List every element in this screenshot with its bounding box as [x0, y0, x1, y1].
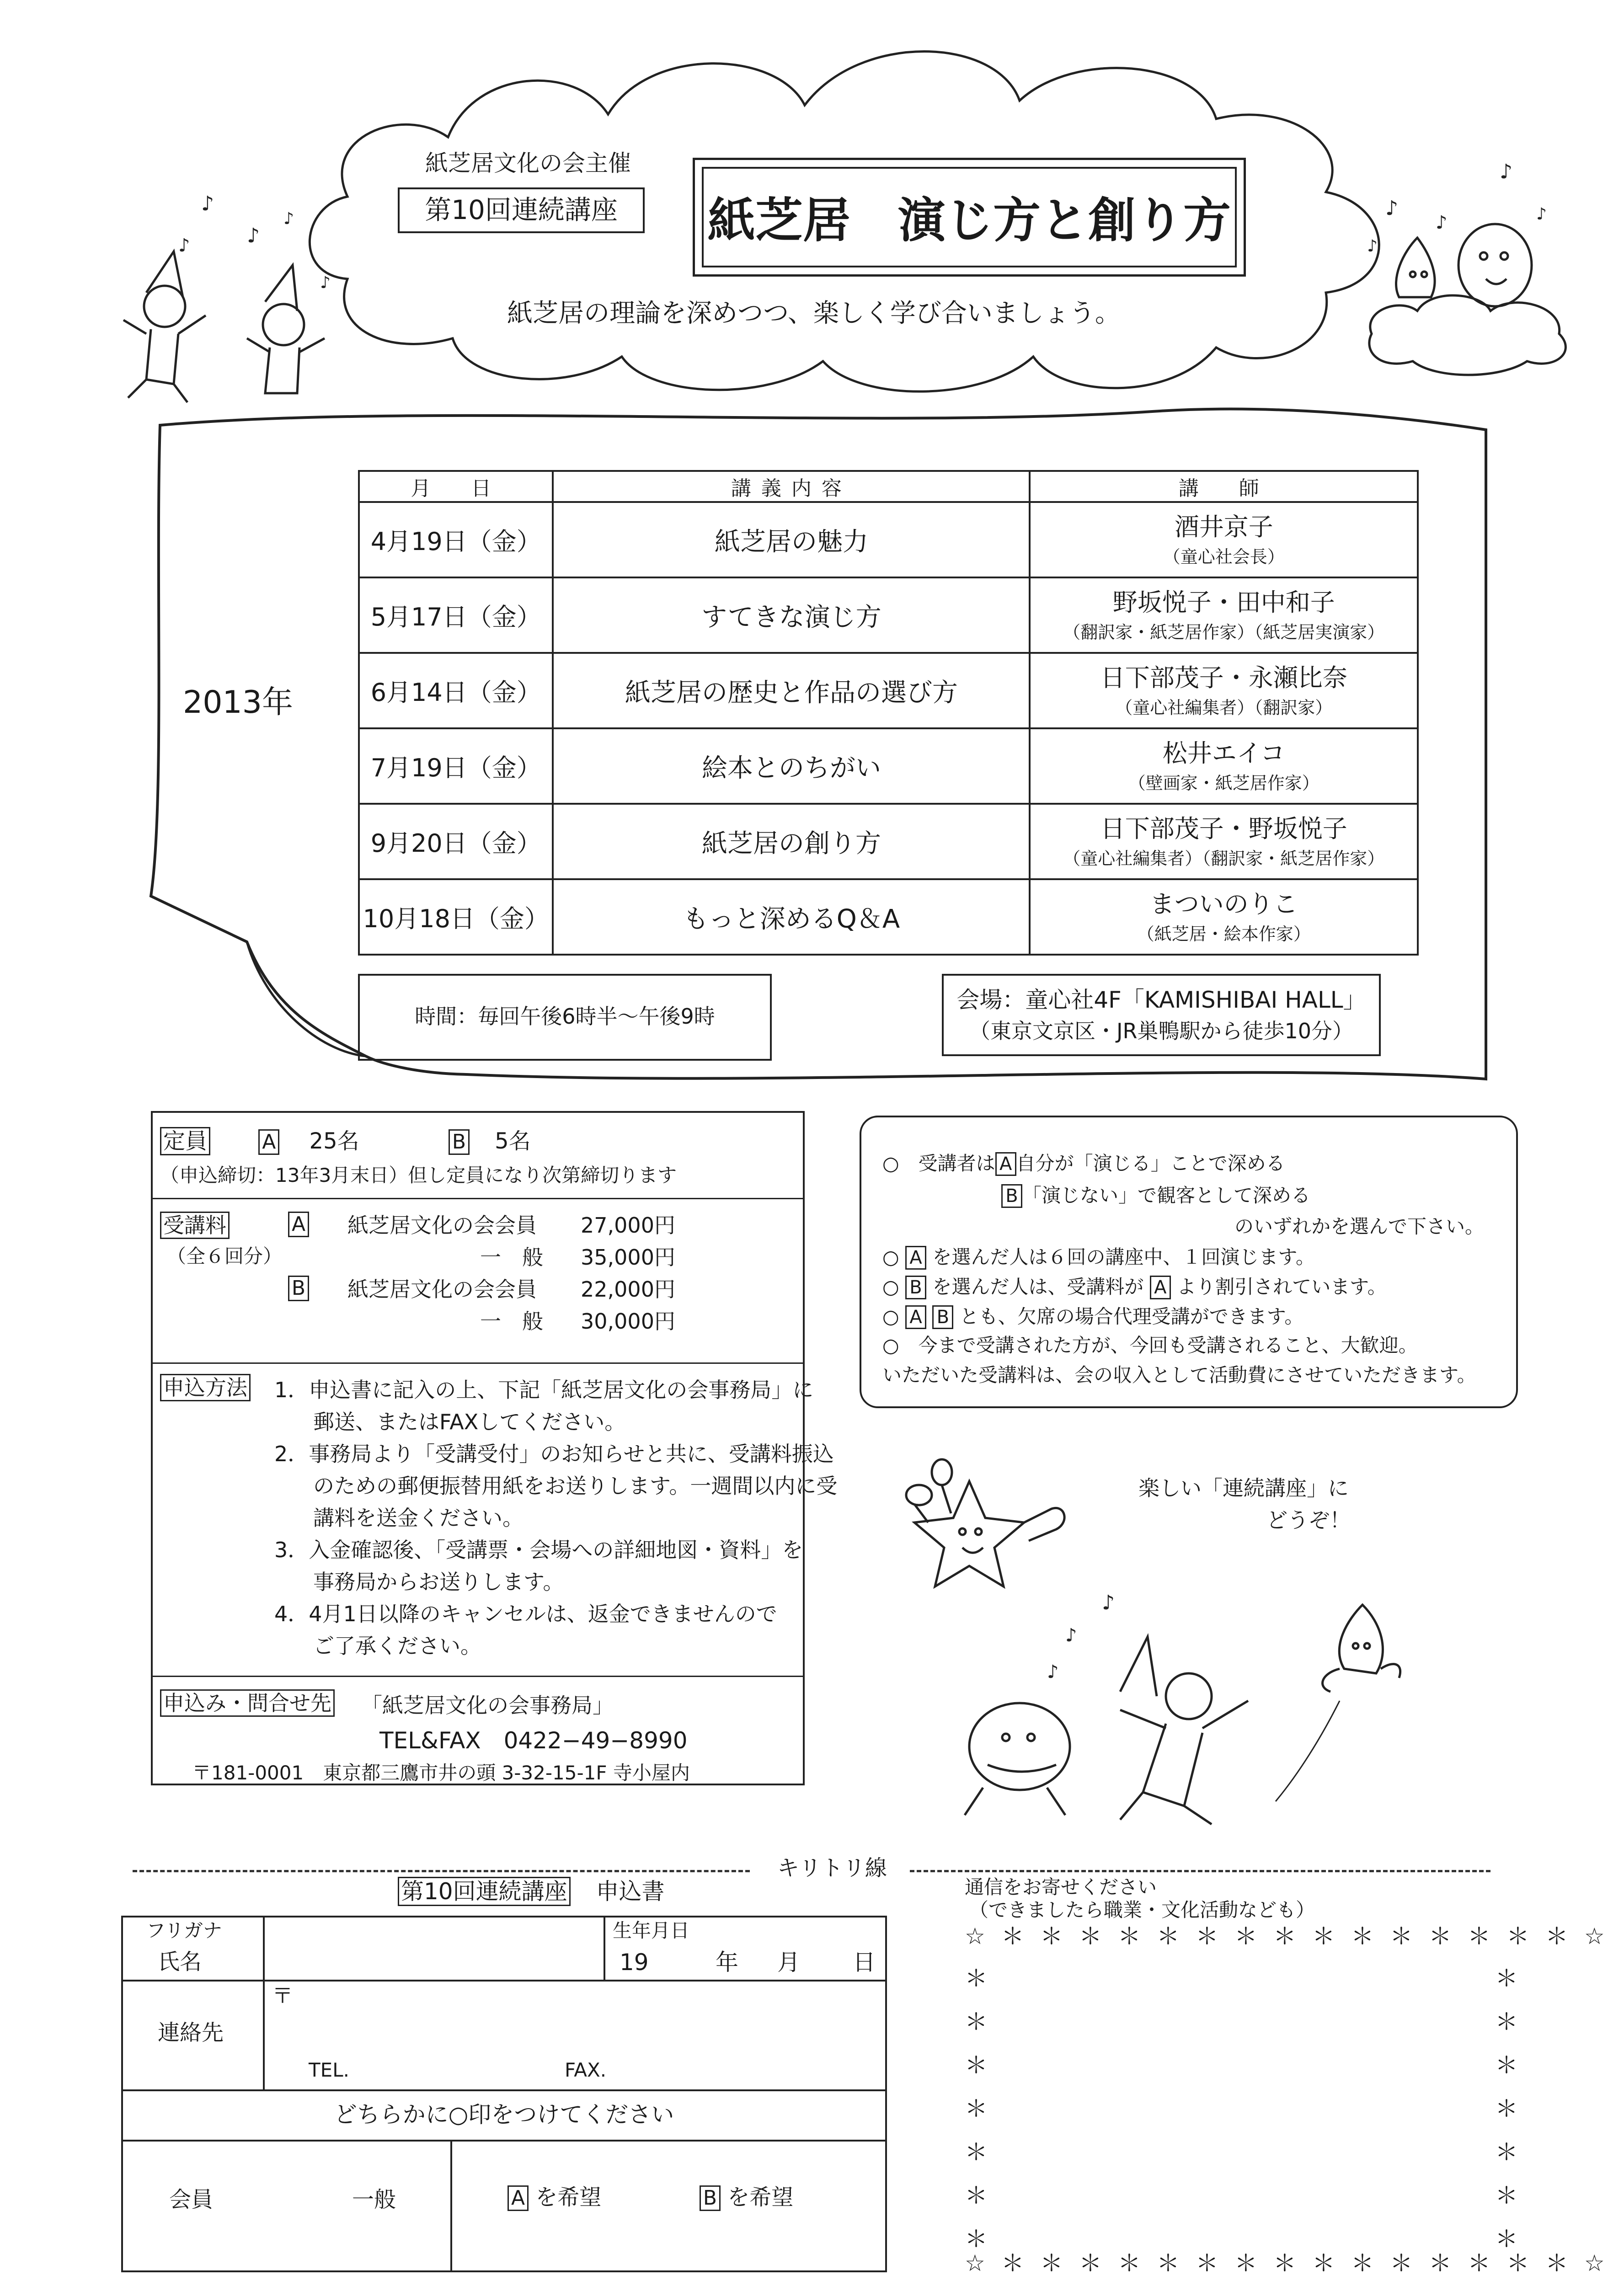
row-lecturer-cell: [1030, 577, 1418, 653]
star-character-illustration: [887, 1454, 1106, 1591]
star-border-top: ☆＊＊＊＊＊＊＊＊＊＊＊＊＊＊＊☆: [965, 1923, 1621, 1950]
birth-month-label: 月: [777, 1949, 800, 1976]
notes-text: とも、欠席の場合代理受講ができます。: [959, 1305, 1304, 1328]
notes-line6: [882, 1305, 1303, 1329]
row-affiliation: （紙芝居・絵本作家）: [1137, 924, 1311, 944]
fee-a-general: 一 般: [480, 1245, 543, 1270]
notes-line1: [882, 1152, 1285, 1176]
tel-input[interactable]: [357, 2057, 553, 2085]
info-divider: [151, 1362, 805, 1364]
fee-a-letter: [288, 1212, 309, 1237]
star-border-left: ＊ ＊ ＊ ＊ ＊ ＊ ＊: [965, 1965, 988, 2252]
method-item: 3．入金確認後、「受講票・会場への詳細地図・資料」を: [274, 1538, 803, 1562]
contact-label-text: 申込み・問合せ先: [160, 1689, 335, 1717]
row-lecturer: 酒井京子: [1174, 513, 1273, 541]
svg-text:♪: ♪: [1065, 1625, 1077, 1646]
notes-text: を選んだ人は、受講料が: [932, 1276, 1144, 1298]
row-lecturer-cell: [1030, 502, 1418, 577]
fee-label: [160, 1214, 230, 1237]
svg-text:♪: ♪: [1367, 237, 1378, 256]
header-date: 月 日: [359, 471, 553, 502]
row-affiliation: （童心社編集者）（翻訳家）: [1115, 697, 1333, 718]
letter-a-badge: A: [995, 1152, 1016, 1176]
notes-line3: のいずれかを選んで下さい。: [1234, 1215, 1485, 1238]
row-date: 4月19日（金）: [359, 502, 553, 577]
address-input[interactable]: [297, 1984, 882, 2044]
notes-text: 「演じない」で観客として深める: [1022, 1184, 1311, 1207]
series-label: 第10回連続講座: [425, 194, 618, 225]
schedule-table: [358, 470, 1419, 956]
circle-prompt: どちらかに○印をつけてください: [334, 2101, 674, 2128]
letter-a-badge: A: [508, 2185, 529, 2211]
form-title: [398, 1879, 665, 1904]
form-divider: [121, 2089, 887, 2091]
row-lecturer: まついのりこ: [1149, 890, 1298, 919]
hope-a-option[interactable]: [508, 2185, 601, 2211]
fee-b-general: 一 般: [480, 1309, 543, 1334]
letter-b-badge: B: [700, 2185, 721, 2211]
header-topic: 講義内容: [553, 471, 1030, 502]
table-row: [359, 653, 1418, 728]
birth-label: 生年月日: [613, 1919, 690, 1942]
organizer-text: 紙芝居文化の会主催: [425, 150, 631, 176]
row-date: 5月17日（金）: [359, 577, 553, 653]
row-lecturer: 松井エイコ: [1162, 739, 1285, 768]
capacity-b-count: 5名: [495, 1128, 531, 1154]
row-date: 9月20日（金）: [359, 804, 553, 879]
method-item: ご了承ください。: [313, 1634, 481, 1658]
form-fax-label: FAX.: [565, 2059, 607, 2081]
svg-text:♪: ♪: [1047, 1661, 1059, 1682]
row-lecturer-cell: [1030, 653, 1418, 728]
cut-line-right: [910, 1870, 1490, 1872]
row-affiliation: （童心社編集者）（翻訳家・紙芝居作家）: [1063, 848, 1385, 869]
form-series-label: 第10回連続講座: [398, 1877, 571, 1906]
name-label: 氏名: [158, 1949, 202, 1975]
svg-text:♪: ♪: [247, 224, 260, 247]
letter-b-badge: B: [905, 1276, 926, 1299]
bullet-text: ○: [882, 1246, 899, 1268]
row-lecturer: 日下部茂子・永瀬比奈: [1100, 663, 1347, 692]
row-date: 6月14日（金）: [359, 653, 553, 728]
contact-label: [160, 1692, 335, 1715]
row-date: 7月19日（金）: [359, 728, 553, 804]
notes-text: を選んだ人は６回の講座中、１回演じます。: [932, 1246, 1315, 1268]
table-row: [359, 577, 1418, 653]
notes-text: より割引されています。: [1177, 1276, 1387, 1298]
svg-text:♪: ♪: [201, 192, 214, 215]
letter-a-badge: A: [905, 1305, 926, 1329]
form-divider: [121, 1980, 887, 1982]
contact-address-label: 連絡先: [158, 2020, 224, 2046]
bullet-text: ○: [882, 1305, 899, 1328]
letter-b-badge: B: [1001, 1184, 1022, 1208]
capacity-a-count: 25名: [309, 1128, 359, 1154]
method-item: 事務局からお送りします。: [313, 1570, 564, 1594]
row-lecturer: 日下部茂子・野坂悦子: [1100, 814, 1347, 843]
method-label: [160, 1376, 251, 1399]
table-row: [359, 804, 1418, 879]
svg-text:♪: ♪: [1102, 1591, 1115, 1614]
hope-b-label: を希望: [727, 2185, 794, 2210]
method-label-text: 申込方法: [160, 1374, 251, 1401]
page-title: 紙芝居 演じ方と創り方: [707, 192, 1231, 248]
dancing-children-illustration: [110, 183, 366, 421]
notes-text: ○ 受講者は: [882, 1152, 995, 1175]
member-option[interactable]: 会員: [169, 2187, 214, 2212]
row-lecturer-cell: [1030, 804, 1418, 879]
row-topic: 紙芝居の創り方: [553, 804, 1030, 879]
fee-a-member: 紙芝居文化の会会員: [347, 1213, 537, 1238]
message-line1: 通信をお寄せください: [965, 1876, 1157, 1898]
fax-input[interactable]: [613, 2057, 882, 2085]
name-input[interactable]: [267, 1948, 601, 1977]
contact-tel: TEL&FAX 0422−49−8990: [379, 1727, 688, 1754]
svg-text:♪: ♪: [1436, 212, 1448, 233]
method-item: 1．申込書に記入の上、下記「紙芝居文化の会事務局」に: [274, 1378, 814, 1402]
info-divider: [151, 1198, 805, 1199]
dancing-characters-illustration: [928, 1591, 1468, 1829]
letter-a-badge: A: [1150, 1276, 1171, 1299]
general-option[interactable]: 一般: [352, 2187, 396, 2212]
row-topic: 紙芝居の魅力: [553, 502, 1030, 577]
letter-a-badge: A: [288, 1212, 309, 1237]
fee-label-text: 受講料: [160, 1212, 230, 1239]
time-text: 時間：毎回午後6時半〜午後9時: [415, 1004, 715, 1029]
schedule-header-row: [359, 471, 1418, 502]
capacity-row: [160, 1129, 531, 1155]
bullet-text: ○: [882, 1276, 899, 1298]
form-divider: [121, 2140, 887, 2142]
notes-line5: [882, 1276, 1387, 1299]
fee-b-general-price: 30,000円: [581, 1309, 675, 1334]
birth-year-label: 年: [716, 1949, 738, 1976]
postal-mark: 〒: [272, 1983, 293, 2008]
table-row: [359, 879, 1418, 955]
message-line2: （できましたら職業・文化活動なども）: [969, 1899, 1315, 1921]
hope-b-option[interactable]: [700, 2185, 793, 2211]
fee-a-general-price: 35,000円: [581, 1245, 675, 1270]
notes-line4: [882, 1246, 1315, 1270]
method-item: 4．4月1日以降のキャンセルは、返金できませんので: [274, 1602, 777, 1626]
svg-text:♪: ♪: [1385, 197, 1399, 220]
form-title-word: 申込書: [596, 1878, 665, 1905]
method-item: 2．事務局より「受講受付」のお知らせと共に、受講料振込: [274, 1442, 834, 1466]
fee-sub: （全６回分）: [167, 1245, 283, 1267]
row-topic: すてきな演じ方: [553, 577, 1030, 653]
singing-characters-on-cloud-illustration: [1362, 160, 1577, 379]
notes-line7: ○ 今まで受講された方が、今回も受講されること、大歓迎。: [882, 1334, 1418, 1357]
birth-day-label: 日: [853, 1949, 876, 1976]
method-item: 郵送、またはFAXしてください。: [313, 1410, 626, 1434]
birth-era: 19: [620, 1949, 649, 1976]
letter-b-badge: B: [449, 1129, 470, 1155]
cut-line-left: [133, 1870, 750, 1872]
row-topic: 絵本とのちがい: [553, 728, 1030, 804]
form-divider: [604, 1916, 605, 1980]
capacity-label: 定員: [160, 1127, 210, 1155]
row-topic: もっと深めるQ＆A: [553, 879, 1030, 955]
method-item: 講料を送金ください。: [313, 1506, 524, 1530]
row-affiliation: （童心社会長）: [1163, 546, 1285, 567]
welcome-line1: 楽しい「連続講座」に: [1138, 1476, 1349, 1501]
message-input[interactable]: [997, 1952, 1490, 2236]
form-tel-label: TEL.: [309, 2059, 349, 2081]
row-date: 10月18日（金）: [359, 879, 553, 955]
venue-line2: （東京文京区・JR巣鴨駅から徒歩10分）: [969, 1019, 1354, 1043]
letter-a-badge: A: [905, 1246, 926, 1270]
form-divider: [450, 2140, 452, 2272]
contact-office: 「紙芝居文化の会事務局」: [361, 1693, 614, 1718]
table-row: [359, 502, 1418, 577]
svg-text:♪: ♪: [1500, 160, 1513, 183]
method-item: のための郵便振替用紙をお送りします。一週間以内に受: [313, 1474, 838, 1498]
row-lecturer-cell: [1030, 728, 1418, 804]
notes-text: 自分が「演じる」ことで深める: [1016, 1152, 1285, 1175]
venue-line1: 会場：童心社4F「KAMISHIBAI HALL」: [956, 987, 1366, 1013]
letter-b-badge: B: [288, 1276, 309, 1301]
row-lecturer: 野坂悦子・田中和子: [1112, 588, 1335, 617]
table-row: [359, 728, 1418, 804]
row-affiliation: （翻訳家・紙芝居作家）（紙芝居実演家）: [1063, 622, 1385, 642]
info-divider: [151, 1676, 805, 1677]
form-divider: [263, 1916, 265, 2089]
row-topic: 紙芝居の歴史と作品の選び方: [553, 653, 1030, 728]
hope-a-label: を希望: [535, 2185, 602, 2210]
svg-text:♪: ♪: [320, 273, 331, 292]
cut-line-label: キリトリ線: [777, 1855, 887, 1881]
row-lecturer-cell: [1030, 879, 1418, 955]
row-affiliation: （壁画家・紙芝居作家）: [1128, 773, 1320, 793]
letter-b-badge: B: [932, 1305, 953, 1329]
subtitle: 紙芝居の理論を深めつつ、楽しく学び合いましょう。: [507, 299, 1121, 328]
contact-address: 〒181-0001 東京都三鷹市井の頭 3-32-15-1F 寺小屋内: [192, 1762, 690, 1784]
header-lecturer: 講 師: [1030, 471, 1418, 502]
welcome-line2: どうぞ！: [1266, 1508, 1351, 1533]
svg-text:♪: ♪: [1536, 205, 1547, 224]
svg-text:♪: ♪: [283, 209, 294, 228]
furigana-input[interactable]: [267, 1918, 601, 1945]
star-border-right: ＊ ＊ ＊ ＊ ＊ ＊ ＊: [1495, 1965, 1518, 2252]
svg-text:♪: ♪: [178, 235, 190, 256]
notes-line2: [1001, 1184, 1310, 1208]
fee-b-member-price: 22,000円: [581, 1277, 675, 1302]
furigana-label: フリガナ: [146, 1919, 222, 1942]
letter-a-badge: A: [258, 1129, 279, 1155]
fee-b-letter: [288, 1276, 309, 1301]
venue-box: [942, 974, 1381, 1056]
star-border-bottom: ☆＊＊＊＊＊＊＊＊＊＊＊＊＊＊＊☆: [965, 2250, 1621, 2276]
fee-a-member-price: 27,000円: [581, 1213, 675, 1238]
capacity-note: （申込締切：13年3月末日）但し定員になり次第締切ります: [160, 1164, 677, 1186]
notes-line8: いただいた受講料は、会の収入として活動費にさせていただきます。: [882, 1364, 1476, 1386]
fee-b-member: 紙芝居文化の会会員: [347, 1277, 537, 1302]
year-label: 2013年: [183, 684, 294, 721]
